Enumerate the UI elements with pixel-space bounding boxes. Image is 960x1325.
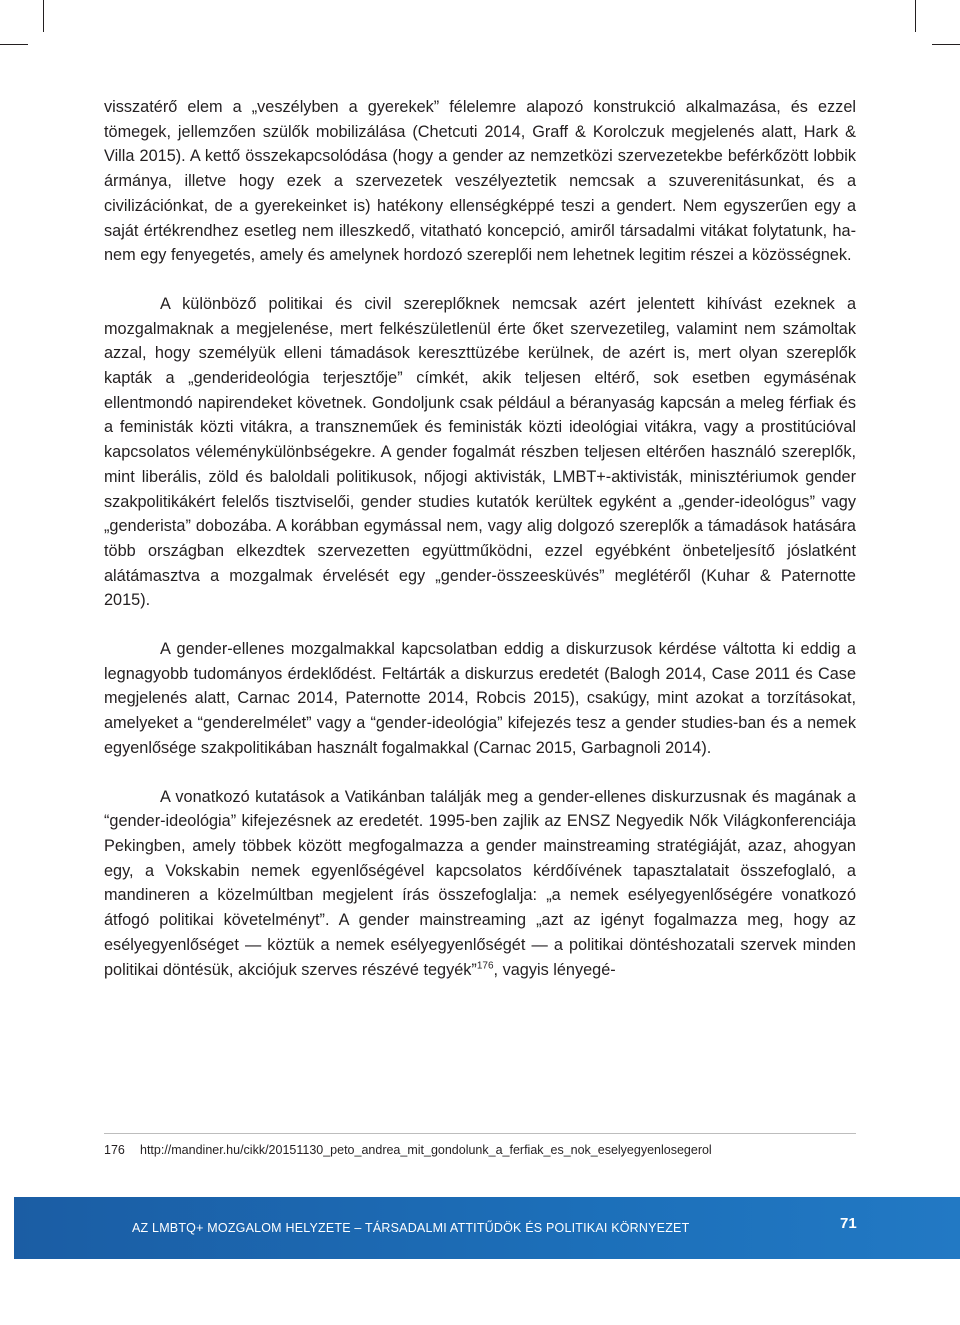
crop-mark-top-right-horizontal xyxy=(932,44,960,45)
crop-mark-top-left-horizontal xyxy=(0,44,28,45)
paragraph-1 xyxy=(104,95,856,268)
footnote-reference[interactable]: 176 xyxy=(476,960,494,972)
crop-mark-top-left xyxy=(43,0,44,32)
footnote-link[interactable]: http://mandiner.hu/cikk/20151130_peto_andrea_mit_gondolunk_a_ferfiak_es_nok_eselyegyenlosegerol xyxy=(140,1143,712,1157)
paragraph-2 xyxy=(104,292,856,613)
paragraph-4-text-end: , vagyis lényegé- xyxy=(493,960,616,979)
paragraph-3-text: A gender-ellenes mozgalmakkal kapcsolatban eddig a diskurzusok kérdése váltotta ki eddig a legnagyobb tudományos érdeklődést. Feltárták a diskurzus eredetét (Balogh 2014, Case 2011 és Case megjelenés alatt, Carnac 2014, Paternotte 2014, Robcis 2015), csakúgy, mint azokat a torzításokat, amelyeket a “genderelmélet” vagy a “gender-ideológia” kifejezés tesz a gender studies-ban és a nemek egyenlősége szakpolitikában használt fogalmakkal (Carnac 2015, Garbagnoli 2014). xyxy=(104,640,856,757)
body-text xyxy=(104,95,856,1006)
paragraph-4 xyxy=(104,785,856,983)
paragraph-4-text: A vonatkozó kutatások a Vatikánban találják meg a gender-ellenes diskurzusnak és magának a “gender-ideológia” kifejezésnek az eredetét. 1995-ben zajlik az ENSZ Negyedik Nők Világkonferenciája Pekingben, amely többek között megfogalmazza a gender mainstreaming stratégiáját, azaz, ahogyan egy, a Vokskabin nemek egyenlőségével kapcsolatos kérdőívének tapasztalatait összefoglaló, a mandineren a közelmúltban megjelent írás összefoglalja: „a nemek esélyegyenlőségére vonatkozó átfogó politikai követelményt”. A gender mainstreaming „azt az igényt fogalmazza meg, hogy az esélyegyenlőséget — köztük a nemek esélyegyenlőségét — a politikai döntéshozatali szervek minden politikai döntésük, akciójuk szerves részévé tegyék” xyxy=(104,787,856,979)
footnote xyxy=(104,1143,712,1157)
paragraph-3 xyxy=(104,637,856,761)
paragraph-2-text: A különböző politikai és civil szereplőknek nemcsak azért jelentett kihívást ezeknek a mozgalmaknak a megjelenése, mert felkészületlenül érte őket szervezetileg, valamint nem számoltak azzal, hogy személyük elleni támadások kereszttüzébe kerülnek, de azért is, mert olyan szereplők kapták a „genderideológia terjesztője” címkét, akik teljesen eltérő, sok esetben egymásénak ellentmondó napirendeket követnek. Gondoljunk csak például a béranyaság kapcsán a meleg férfiak és a feministák közti vitákra, a transzneműek és feministák közti ideológiai vitákra, vagy a prostitúcióval kapcsolatos véleménykülönbségekre. A gender fogalmát részben teljesen eltérően használó szereplők, mint liberális, zöld és baloldali politikusok, nőjogi aktivisták, LMBT+-aktivisták, minisztériumok gender szakpolitikákért felelős tisztviselői, gender studies kutatók kerültek egyként a „gender-ideológus” vagy „genderista” dobozába. A korábban egymással nem, vagy alig dolgozó szereplők a támadások hatására több országban elkezdtek szervezetten együttműködni, ezzel egyébként önbeteljesítő jóslatként alátámasztva a mozgalmak érvelését egy „gender-összeesküvés” meglétéről (Kuhar & Paternotte 2015). xyxy=(104,294,856,610)
paragraph-1-text: visszatérő elem a „veszélyben a gyerekek” félelemre alapozó konstrukció alkalmazása, és ezzel tömegek, jellemzően szülők mobilizálása (Chetcuti 2014, Graff & Korolczuk megjelenés alatt, Hark & Villa 2015). A kettő összekapcsolódása (hogy a gender az nemzetközi szervezetekbe beférkőzött lobbik ármánya, illetve hogy ezek a szervezetek veszélyeztetik nemcsak a szuverenitásunkat, és a civilizációnkat, de a gyerekeinket is) hatékony ellenségképpé teszi a gendert. Nem egyszerűen egy a saját értékrendhez esetleg nem illeszkedő, vitatható koncepció, amiről társadalmi vitákat folytatunk, hanem egy fenyegetés, amely és amelynek hordozó szereplői nem lehetnek legitim részei a közösségnek. xyxy=(104,98,856,265)
page-number: 71 xyxy=(840,1215,857,1232)
footer-bar xyxy=(14,1197,960,1259)
footnote-number: 176 xyxy=(104,1143,125,1157)
crop-mark-top-right xyxy=(915,0,916,32)
footnote-divider xyxy=(104,1133,856,1134)
running-title: AZ LMBTQ+ MOZGALOM HELYZETE – TÁRSADALMI ATTITŰDÖK ÉS POLITIKAI KÖRNYEZET xyxy=(132,1221,690,1235)
